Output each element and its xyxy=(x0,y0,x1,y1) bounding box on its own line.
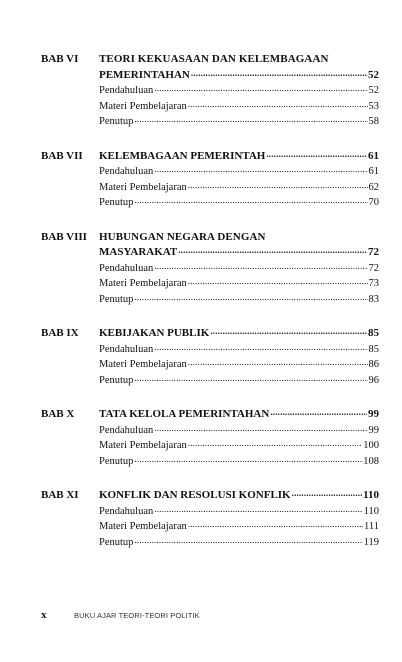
section-label: Materi Pembelajaran xyxy=(99,100,187,112)
toc-entry[interactable] xyxy=(99,114,379,130)
section-label: Penutup xyxy=(99,536,134,548)
dot-leader xyxy=(188,357,368,367)
toc-entry[interactable] xyxy=(99,504,379,520)
toc-entry[interactable] xyxy=(99,276,379,292)
section-label: Materi Pembelajaran xyxy=(99,181,187,193)
dot-leader xyxy=(178,245,367,255)
dot-leader xyxy=(154,342,367,352)
chapter-number: BAB XI xyxy=(41,489,79,501)
page-number: 99 xyxy=(368,424,379,436)
toc-entry[interactable] xyxy=(99,83,379,99)
toc-entry[interactable] xyxy=(99,373,379,389)
page-number: 108 xyxy=(363,455,379,467)
page-number: 62 xyxy=(368,181,379,193)
page-number: 58 xyxy=(368,116,379,127)
dot-leader xyxy=(134,373,367,383)
toc-chapter xyxy=(41,52,379,130)
page-number: 73 xyxy=(368,278,379,289)
toc-chapter xyxy=(41,488,379,550)
page-number: 53 xyxy=(368,100,379,112)
dot-leader xyxy=(134,114,367,124)
toc-entry[interactable] xyxy=(99,357,379,373)
chapter-title: KELEMBAGAAN PEMERINTAH xyxy=(99,149,266,162)
dot-leader xyxy=(188,180,368,190)
section-label: Penutup xyxy=(99,455,134,467)
toc-chapter-title-entry[interactable] xyxy=(99,245,379,261)
page-number: 99 xyxy=(368,408,379,420)
page-number: 72 xyxy=(368,246,379,258)
section-label: Pendahuluan xyxy=(99,85,154,96)
toc-chapter-title-entry[interactable] xyxy=(99,326,379,342)
toc-entry[interactable] xyxy=(99,519,379,535)
toc-entry[interactable] xyxy=(99,342,379,358)
toc-entry[interactable] xyxy=(99,292,379,308)
page-footer xyxy=(41,609,200,621)
page-number: 52 xyxy=(368,85,379,96)
toc-chapter xyxy=(41,149,379,211)
dot-leader xyxy=(154,423,367,433)
page-number: 100 xyxy=(363,440,379,451)
chapter-number: BAB IX xyxy=(41,327,79,339)
page-number: 61 xyxy=(368,166,379,177)
toc-chapter xyxy=(41,230,379,308)
dot-leader xyxy=(188,519,363,529)
page-number: 110 xyxy=(363,489,379,501)
section-label: Pendahuluan xyxy=(99,166,154,177)
section-label: Penutup xyxy=(99,293,134,305)
dot-leader xyxy=(154,504,362,514)
section-label: Penutup xyxy=(99,197,134,208)
chapter-title: PEMERINTAHAN xyxy=(99,68,190,81)
dot-leader xyxy=(188,99,368,109)
toc-chapter-title-entry[interactable] xyxy=(99,407,379,423)
section-label: Materi Pembelajaran xyxy=(99,521,187,532)
dot-leader xyxy=(134,195,367,205)
toc-entry[interactable] xyxy=(99,423,379,439)
dot-leader xyxy=(188,438,362,448)
dot-leader xyxy=(134,292,367,302)
dot-leader xyxy=(270,407,367,417)
toc-entry[interactable] xyxy=(99,454,379,470)
toc-entry[interactable] xyxy=(99,180,379,196)
dot-leader xyxy=(134,535,362,545)
chapter-number: BAB X xyxy=(41,408,75,420)
toc-chapter-title-entry[interactable] xyxy=(99,488,379,504)
chapter-title-line: TEORI KEKUASAAN DAN KELEMBAGAAN xyxy=(99,53,329,65)
toc-chapter-title-entry[interactable] xyxy=(99,149,379,165)
page-number: 96 xyxy=(368,374,379,386)
page-number: 110 xyxy=(363,505,379,517)
toc-entry[interactable] xyxy=(99,164,379,180)
page-number: 119 xyxy=(363,536,379,548)
section-label: Pendahuluan xyxy=(99,505,154,517)
toc-entry[interactable] xyxy=(99,195,379,211)
dot-leader xyxy=(292,488,362,498)
toc-chapter xyxy=(41,407,379,469)
dot-leader xyxy=(188,276,368,286)
toc-entry[interactable] xyxy=(99,99,379,115)
page-number: 83 xyxy=(368,293,379,305)
page-number: 111 xyxy=(364,521,379,532)
page-number: 72 xyxy=(368,262,379,274)
chapter-title: KONFLIK DAN RESOLUSI KONFLIK xyxy=(99,489,291,501)
page-number: 61 xyxy=(368,149,379,162)
page-number: 70 xyxy=(368,197,379,208)
chapter-title: MASYARAKAT xyxy=(99,246,178,258)
section-label: Penutup xyxy=(99,116,134,127)
toc-chapter-title-entry[interactable] xyxy=(99,68,379,84)
chapter-title: KEBIJAKAN PUBLIK xyxy=(99,327,210,339)
section-label: Materi Pembelajaran xyxy=(99,440,187,451)
page-number: 85 xyxy=(368,343,379,355)
table-of-contents xyxy=(41,52,379,569)
page-number: 52 xyxy=(368,68,379,81)
dot-leader xyxy=(210,326,367,336)
dot-leader xyxy=(134,454,362,464)
dot-leader xyxy=(191,68,367,78)
chapter-title: TATA KELOLA PEMERINTAHAN xyxy=(99,408,270,420)
chapter-number: BAB VII xyxy=(41,149,83,162)
chapter-title-line: HUBUNGAN NEGARA DENGAN xyxy=(99,230,266,243)
section-label: Pendahuluan xyxy=(99,262,154,274)
dot-leader xyxy=(154,261,367,271)
footer-book-title: BUKU AJAR TEORI-TEORI POLITIK xyxy=(74,611,200,620)
page-number: 86 xyxy=(368,359,379,370)
section-label: Materi Pembelajaran xyxy=(99,278,187,289)
dot-leader xyxy=(154,164,367,174)
chapter-number: BAB VI xyxy=(41,53,79,65)
toc-entry[interactable] xyxy=(99,535,379,551)
section-label: Materi Pembelajaran xyxy=(99,359,187,370)
dot-leader xyxy=(266,149,367,159)
toc-entry[interactable] xyxy=(99,261,379,277)
toc-chapter xyxy=(41,326,379,388)
footer-page-number: x xyxy=(41,609,47,621)
section-label: Pendahuluan xyxy=(99,424,154,436)
dot-leader xyxy=(154,83,367,93)
toc-entry[interactable] xyxy=(99,438,379,454)
section-label: Penutup xyxy=(99,374,134,386)
section-label: Pendahuluan xyxy=(99,343,154,355)
page-number: 85 xyxy=(368,327,379,339)
chapter-number: BAB VIII xyxy=(41,230,87,243)
